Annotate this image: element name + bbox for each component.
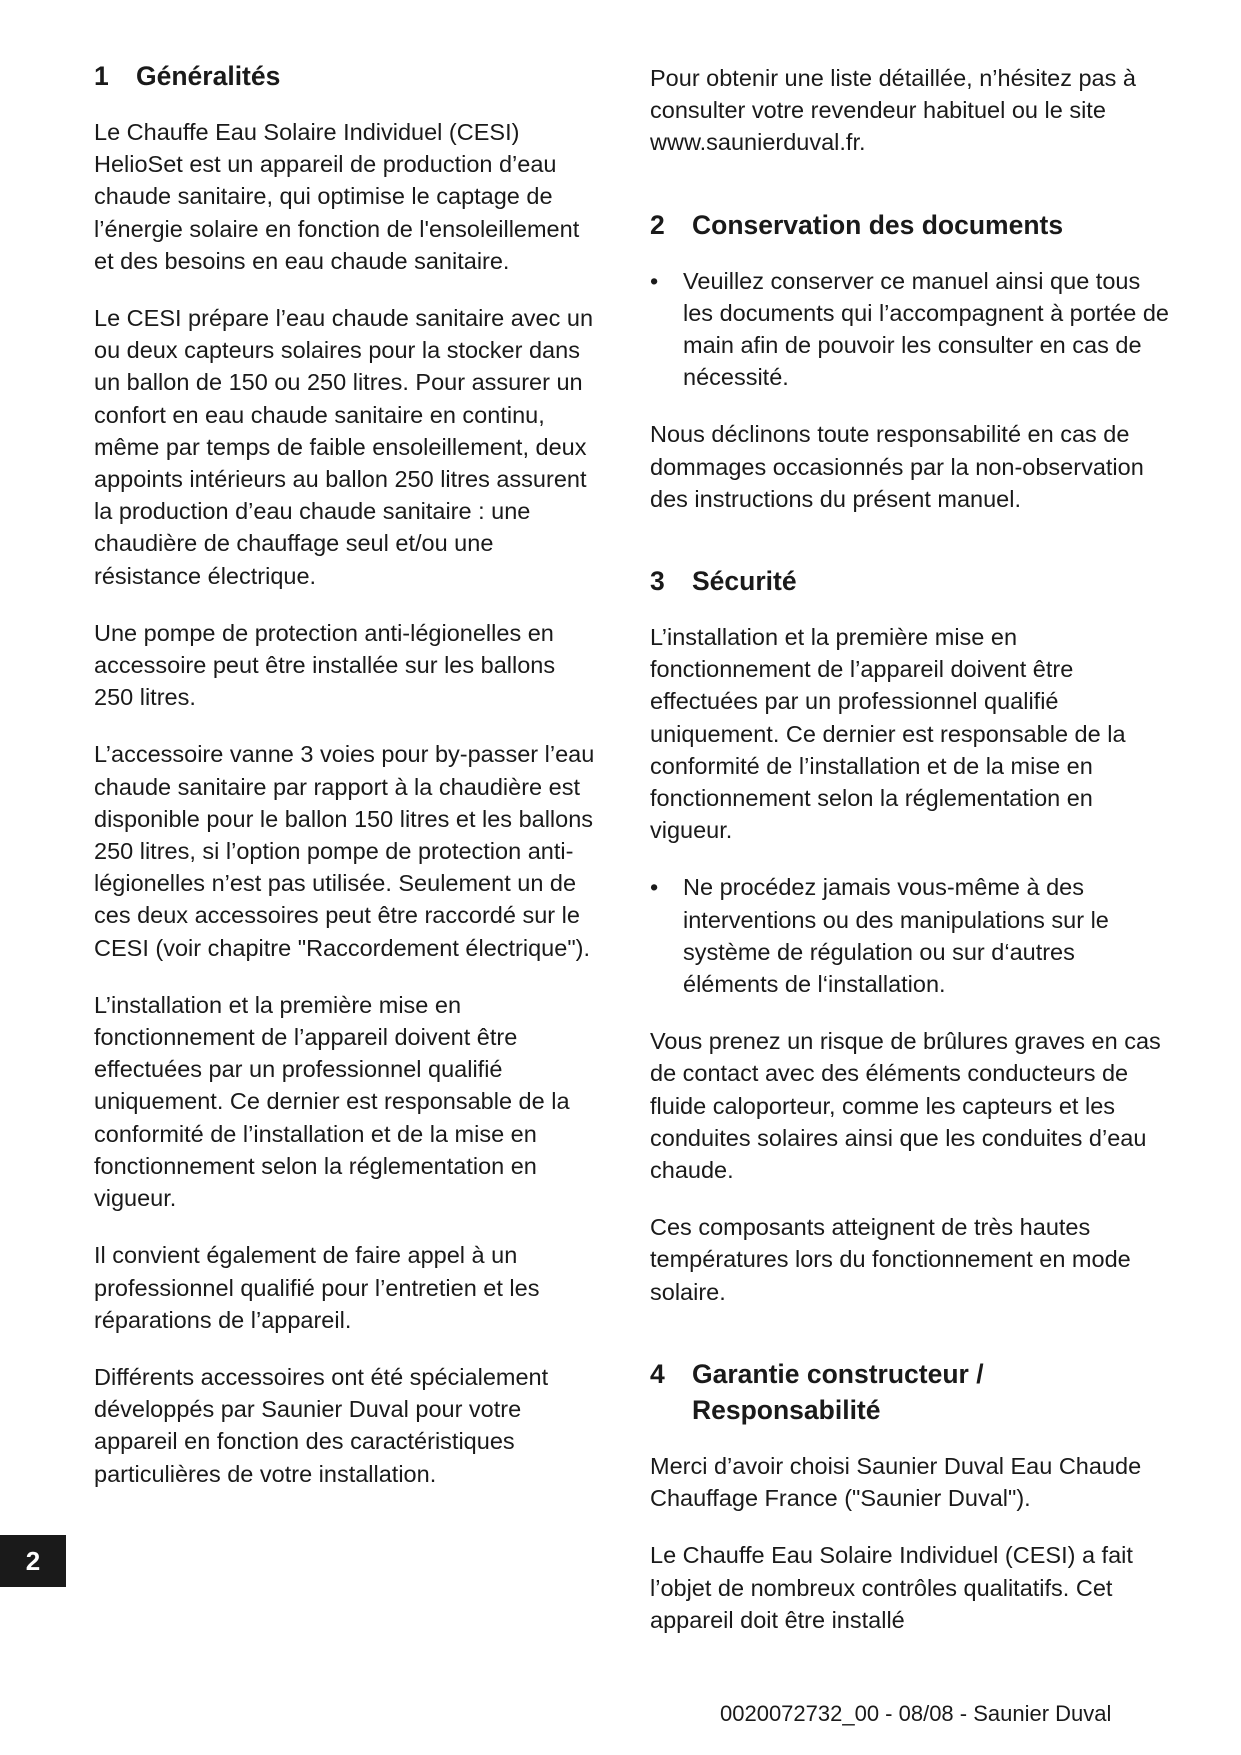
bullet-text: Ne procédez jamais vous-même à des interventions ou des manipulations sur le système de régulation ou sur d‘autres éléments de l‘installation. <box>683 874 1109 998</box>
section-number: 1 <box>94 61 109 91</box>
bullet-icon: • <box>650 267 659 294</box>
bullet-item <box>650 265 1170 394</box>
paragraph: Une pompe de protection anti-légionelles en accessoire peut être installée sur les ballons 250 litres. <box>94 619 556 711</box>
section-title: Garantie constructeur / Responsabilité <box>692 1358 984 1425</box>
paragraph: L’installation et la première mise en fonctionnement de l’appareil doivent être effectuées par un professionnel qualifié uniquement. Ce dernier est responsable de la conformité de l’installation et de la mise en fonctionnement selon la réglementation en vigueur. <box>94 991 570 1212</box>
paragraph: Le CESI prépare l’eau chaude sanitaire avec un ou deux capteurs solaires pour la stocker dans un ballon de 150 ou 250 litres. Pour assurer un confort en eau chaude sanitaire en continu, même par temps de faible ensoleillement, deux appoints intérieurs au ballon 250 litres assurent la production d’eau chaude sanitaire : une chaudière de chauffage seul et/ou une résistance électrique. <box>94 305 594 589</box>
left-column <box>94 58 599 1515</box>
section-title: Conservation des documents <box>692 209 1064 240</box>
paragraph: Nous déclinons toute responsabilité en cas de dommages occasionnés par la non-observation des instructions du présent manuel. <box>650 421 1144 512</box>
bullet-text: Veuillez conserver ce manuel ainsi que tous les documents qui l’accompagnent à portée de main afin de pouvoir les consulter en cas de nécessité. <box>683 267 1169 391</box>
bullet-item <box>650 871 1170 1000</box>
paragraph: L’accessoire vanne 3 voies pour by-passer l’eau chaude sanitaire par rapport à la chaudière est disponible pour le ballon 150 litres et les ballons 250 litres, si l’option pompe de protection anti-légionelles n’est pas utilisée. Seulement un de ces deux accessoires peut être raccordé sur le CESI (voir chapitre "Raccordement électrique"). <box>94 741 595 961</box>
intro-paragraph: Pour obtenir une liste détaillée, n’hésitez pas à consulter votre revendeur habituel ou le site www.saunierduval.fr. <box>650 65 1136 156</box>
section-2-heading <box>650 207 1170 243</box>
bullet-icon: • <box>650 874 659 901</box>
section-number: 2 <box>650 209 665 240</box>
paragraph: Il convient également de faire appel à un professionnel qualifié pour l’entretien et les réparations de l’appareil. <box>94 1242 540 1333</box>
paragraph: Le Chauffe Eau Solaire Individuel (CESI) HelioSet est un appareil de production d’eau chaude sanitaire, qui optimise le captage de l’énergie solaire en fonction de l'ensoleillement et des besoins en eau chaude sanitaire. <box>94 119 580 274</box>
section-number: 3 <box>650 566 665 597</box>
paragraph: Le Chauffe Eau Solaire Individuel (CESI) a fait l’objet de nombreux contrôles qualitatifs. Cet appareil doit être installé <box>650 1542 1133 1633</box>
paragraph: Vous prenez un risque de brûlures graves en cas de contact avec des éléments conducteurs de fluide caloporteur, comme les capteurs et les conduites solaires ainsi que les conduites d’eau chaude. <box>650 1028 1161 1184</box>
paragraph: Différents accessoires ont été spécialement développés par Saunier Duval pour votre appareil en fonction des caractéristiques particulières de votre installation. <box>94 1363 549 1487</box>
section-number: 4 <box>650 1358 665 1389</box>
section-title: Sécurité <box>692 566 797 597</box>
right-column <box>650 62 1170 1661</box>
paragraph: Merci d’avoir choisi Saunier Duval Eau Chaude Chauffage France ("Saunier Duval"). <box>650 1452 1142 1512</box>
section-4-heading <box>650 1356 1170 1428</box>
section-3-heading <box>650 563 1170 599</box>
footer-reference: 0020072732_00 - 08/08 - Saunier Duval <box>720 1701 1112 1726</box>
paragraph: L’installation et la première mise en fonctionnement de l’appareil doivent être effectuées par un professionnel qualifié uniquement. Ce dernier est responsable de la conformité de l’installation et de la mise en fonctionnement selon la réglementation en vigueur. <box>650 624 1126 844</box>
page-number-tab: 2 <box>0 1535 66 1587</box>
paragraph: Ces composants atteignent de très hautes températures lors du fonctionnement en mode solaire. <box>650 1214 1131 1305</box>
section-1-heading <box>94 58 599 94</box>
section-title: Généralités <box>136 61 281 91</box>
